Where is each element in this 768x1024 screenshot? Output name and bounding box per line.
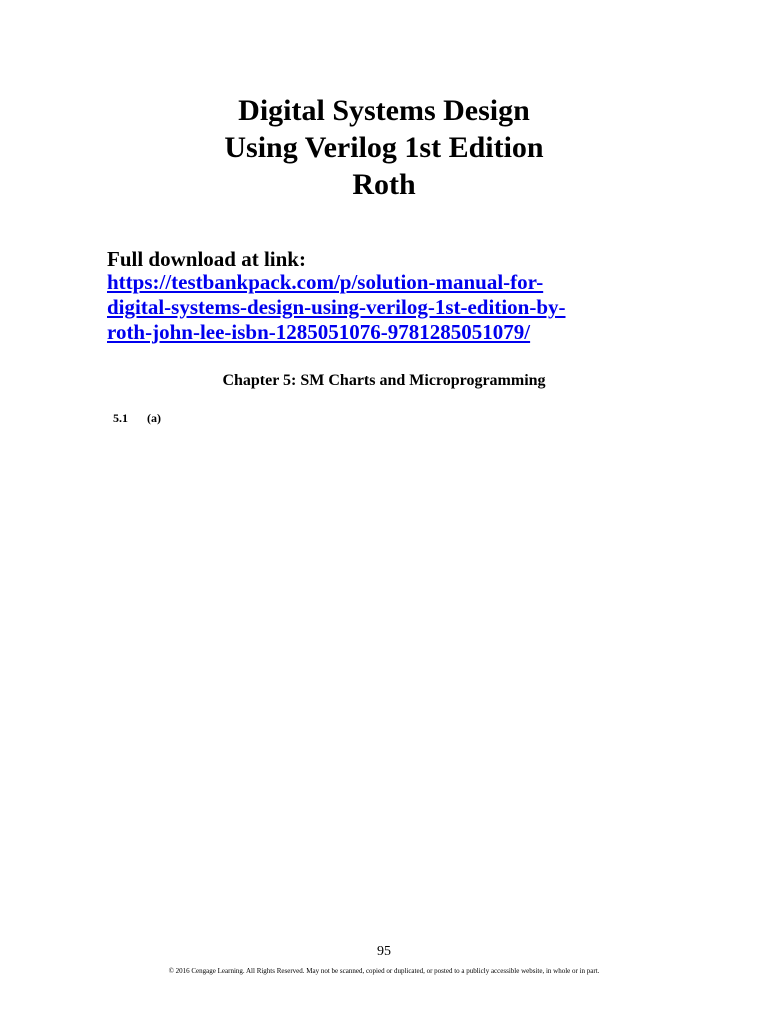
title-line-2: Using Verilog 1st Edition bbox=[224, 131, 544, 164]
problem-part: (a) bbox=[147, 411, 161, 425]
copyright-notice: © 2016 Cengage Learning. All Rights Reserved. May not be scanned, copied or duplicated, or posted to a publicly accessible website, in whole or in part. bbox=[168, 967, 600, 975]
title-line-3: Roth bbox=[352, 168, 416, 201]
title-line-1: Digital Systems Design bbox=[238, 94, 530, 127]
download-label: Full download at link: bbox=[107, 247, 306, 271]
problem-label bbox=[113, 411, 161, 425]
download-link-line-1[interactable]: https://testbankpack.com/p/solution-manual-for- bbox=[107, 270, 544, 294]
problem-number: 5.1 bbox=[113, 411, 128, 425]
download-link[interactable] bbox=[107, 270, 667, 345]
download-link-line-3[interactable]: roth-john-lee-isbn-1285051076-9781285051079/ bbox=[107, 320, 531, 344]
chapter-heading: Chapter 5: SM Charts and Microprogramming bbox=[222, 372, 546, 389]
document-title bbox=[0, 92, 768, 203]
page-number: 95 bbox=[377, 944, 391, 959]
download-link-line-2[interactable]: digital-systems-design-using-verilog-1st-edition-by- bbox=[107, 295, 566, 319]
